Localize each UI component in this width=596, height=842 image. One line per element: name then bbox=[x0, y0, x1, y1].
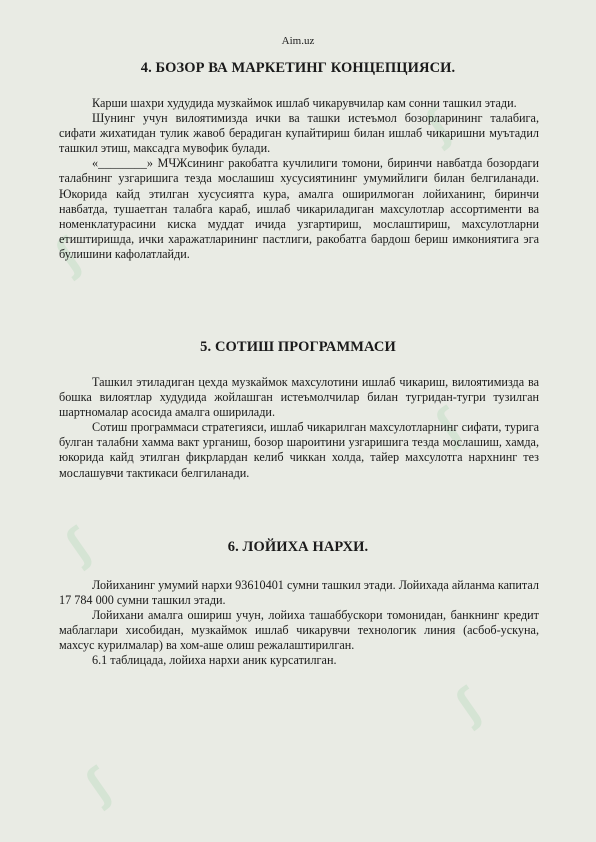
section-heading: 4. БОЗОР ВА МАРКЕТИНГ КОНЦЕПЦИЯСИ. bbox=[140, 60, 456, 76]
paragraph: 6.1 таблицада, лойиха нархи аник курсатилган. bbox=[92, 653, 337, 668]
paragraph: Сотиш программаси стратегияси, ишлаб чикарилган махсулотларнинг сифати, турига булган талабни хамма вакт урганиш, бозор шароитини узгаришига тезда мослашиш, хамда, юкорида кайд этилган фикрлардан келиб чиккан холда, тайер махсулотга нархнинг тез мослашувчи тактикаси белгиланади. bbox=[59, 420, 539, 480]
watermark-icon: ʃ bbox=[427, 399, 472, 452]
section-heading: 6. ЛОЙИХА НАРХИ. bbox=[227, 539, 369, 555]
watermark-icon: ʃ bbox=[447, 679, 492, 732]
watermark-icon: ʃ bbox=[57, 519, 102, 572]
watermark-icon: ʃ bbox=[47, 229, 92, 282]
paragraph: Шунинг учун вилоятимизда ички ва ташки истеъмол бозорларининг талабига, сифати жихатидан тулик жавоб берадиган купайтириш билан ишлаб чикаришни муътадил ташкил этиш, максадга мувофик булади. bbox=[59, 111, 539, 156]
paragraph: Карши шахри худудида музкаймок ишлаб чикарувчилар кам сонни ташкил этади. bbox=[92, 96, 517, 110]
watermark-icon: ʃ bbox=[417, 99, 462, 152]
section-heading: 5. СОТИШ ПРОГРАММАСИ bbox=[200, 339, 396, 355]
section-body bbox=[59, 578, 539, 669]
paragraph: Лойиханинг умумий нархи 93610401 сумни ташкил этади. Лойихада айланма капитал 17 784 000 сумни ташкил этади. bbox=[59, 578, 539, 608]
section-body bbox=[59, 375, 539, 481]
section-body bbox=[59, 96, 539, 262]
paragraph: Лойихани амалга ошириш учун, лойиха ташаббускори томонидан, банкнинг кредит маблаглари хисобидан, музкаймок ишлаб чикарувчи технологик линия (асбоб-ускуна, махсус курилмалар) ва хом-аше олиш режалаштирилган. bbox=[59, 608, 539, 653]
site-header: Aim.uz bbox=[281, 35, 315, 47]
paragraph: «________» МЧЖсининг ракобатга кучлилиги томони, биринчи навбатда бозордаги талабнинг узгаришига тезда мослашиш хусусиятининг умумийлиги билан белгиланади. Юкорида кайд этилган хусусиятга кура, амалга оширилмоган лойиханинг, биринчи навбатда, тушаетган талабга караб, ишлаб чикариладиган махсулотлар ассортименти ва номенклатурасини киска муддат ичида узгартириш, мослаштириш, махсулотларни етиштиришда, ички харажатларининг пастлиги, ракобатга бардош бериш имкониятига эга булишини кафолатлайди. bbox=[59, 156, 539, 261]
paragraph: Ташкил этиладиган цехда музкаймок махсулотини ишлаб чикариш, вилоятимизда ва бошка вилоятлар худудида жойлашган истеъмолчилар билан тугридан-тугри тузилган шартномалар асосида амалга оширилади. bbox=[59, 375, 539, 420]
watermark-icon: ʃ bbox=[77, 759, 122, 812]
